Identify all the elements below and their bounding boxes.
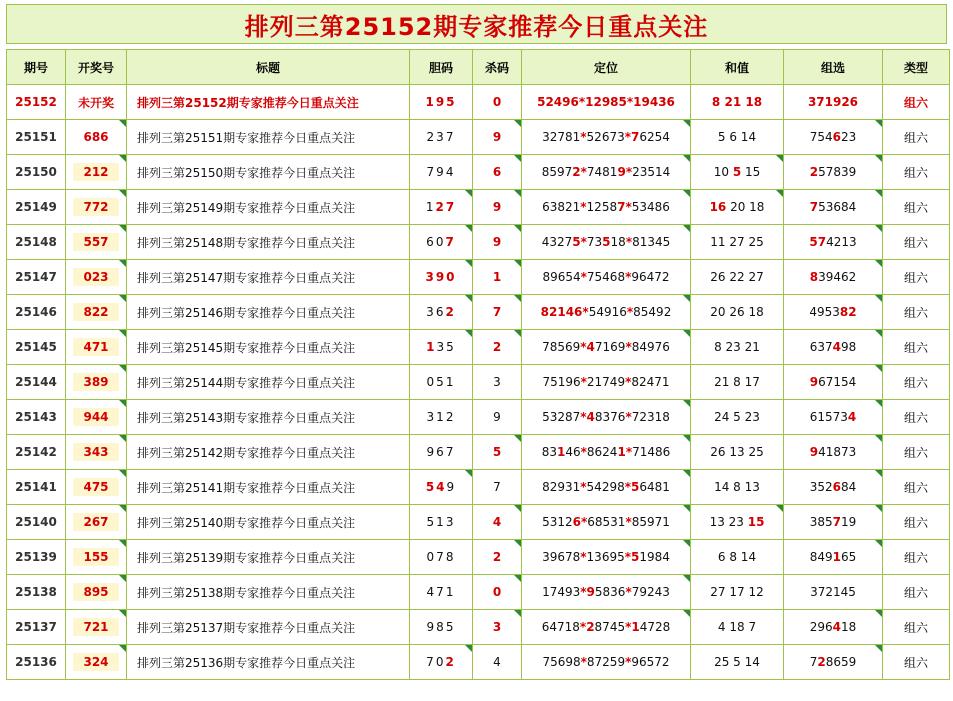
cell-ding: 82146*54916*85492 (522, 295, 691, 330)
cell-he: 10 5 15 (691, 155, 784, 190)
cell-open-number: 721 (66, 610, 127, 645)
column-header-ding: 定位 (522, 50, 691, 85)
column-header-type: 类型 (883, 50, 950, 85)
cell-zu: 296418 (784, 610, 883, 645)
cell-issue: 25138 (7, 575, 66, 610)
cell-sha: 4 (473, 505, 522, 540)
cell-open-number: 557 (66, 225, 127, 260)
cell-dan: 362 (410, 295, 473, 330)
cell-type: 组六 (883, 435, 950, 470)
cell-he: 8 21 18 (691, 85, 784, 120)
cell-he: 25 5 14 (691, 645, 784, 680)
cell-zu: 728659 (784, 645, 883, 680)
cell-zu: 574213 (784, 225, 883, 260)
cell-type: 组六 (883, 540, 950, 575)
cell-type: 组六 (883, 190, 950, 225)
cell-zu: 257839 (784, 155, 883, 190)
cell-zu: 352684 (784, 470, 883, 505)
table-row[interactable] (7, 400, 950, 435)
lottery-table (6, 49, 950, 680)
header-row (7, 50, 950, 85)
column-header-title: 标题 (127, 50, 410, 85)
cell-type: 组六 (883, 365, 950, 400)
cell-dan: 135 (410, 330, 473, 365)
cell-dan: 471 (410, 575, 473, 610)
cell-ding: 75698*87259*96572 (522, 645, 691, 680)
cell-zu: 495382 (784, 295, 883, 330)
cell-open-number: 未开奖 (66, 85, 127, 120)
cell-he: 26 13 25 (691, 435, 784, 470)
cell-he: 8 23 21 (691, 330, 784, 365)
cell-type: 组六 (883, 505, 950, 540)
cell-open-number: 822 (66, 295, 127, 330)
cell-open-number: 944 (66, 400, 127, 435)
cell-sha: 0 (473, 85, 522, 120)
cell-sha: 2 (473, 540, 522, 575)
cell-zu: 637498 (784, 330, 883, 365)
cell-open-number: 324 (66, 645, 127, 680)
cell-sha: 9 (473, 400, 522, 435)
cell-dan: 312 (410, 400, 473, 435)
cell-ding: 43275*73518*81345 (522, 225, 691, 260)
cell-issue: 25145 (7, 330, 66, 365)
cell-sha: 3 (473, 365, 522, 400)
cell-type: 组六 (883, 120, 950, 155)
cell-issue: 25143 (7, 400, 66, 435)
cell-type: 组六 (883, 85, 950, 120)
cell-open-number: 389 (66, 365, 127, 400)
cell-title[interactable]: 排列三第25148期专家推荐今日重点关注 (127, 225, 410, 260)
cell-title[interactable]: 排列三第25149期专家推荐今日重点关注 (127, 190, 410, 225)
cell-type: 组六 (883, 400, 950, 435)
cell-sha: 9 (473, 120, 522, 155)
cell-sha: 9 (473, 225, 522, 260)
cell-ding: 52496*12985*19436 (522, 85, 691, 120)
cell-ding: 53126*68531*85971 (522, 505, 691, 540)
cell-dan: 127 (410, 190, 473, 225)
cell-sha: 0 (473, 575, 522, 610)
cell-open-number: 155 (66, 540, 127, 575)
cell-title[interactable]: 排列三第25141期专家推荐今日重点关注 (127, 470, 410, 505)
cell-sha: 2 (473, 330, 522, 365)
cell-type: 组六 (883, 645, 950, 680)
cell-ding: 83146*86241*71486 (522, 435, 691, 470)
table-row[interactable] (7, 295, 950, 330)
cell-title[interactable]: 排列三第25144期专家推荐今日重点关注 (127, 365, 410, 400)
cell-ding: 53287*48376*72318 (522, 400, 691, 435)
cell-issue: 25136 (7, 645, 66, 680)
column-header-issue: 期号 (7, 50, 66, 85)
cell-open-number: 895 (66, 575, 127, 610)
cell-issue: 25144 (7, 365, 66, 400)
cell-title[interactable]: 排列三第25136期专家推荐今日重点关注 (127, 645, 410, 680)
cell-sha: 9 (473, 190, 522, 225)
cell-open-number: 686 (66, 120, 127, 155)
cell-type: 组六 (883, 225, 950, 260)
cell-title[interactable]: 排列三第25152期专家推荐今日重点关注 (127, 85, 410, 120)
cell-ding: 17493*95836*79243 (522, 575, 691, 610)
cell-zu: 753684 (784, 190, 883, 225)
table-row[interactable] (7, 85, 950, 120)
cell-issue: 25148 (7, 225, 66, 260)
cell-type: 组六 (883, 470, 950, 505)
column-header-open: 开奖号 (66, 50, 127, 85)
cell-dan: 607 (410, 225, 473, 260)
cell-ding: 89654*75468*96472 (522, 260, 691, 295)
cell-title[interactable]: 排列三第25151期专家推荐今日重点关注 (127, 120, 410, 155)
cell-sha: 7 (473, 470, 522, 505)
cell-issue: 25149 (7, 190, 66, 225)
cell-issue: 25147 (7, 260, 66, 295)
cell-he: 21 8 17 (691, 365, 784, 400)
cell-dan: 702 (410, 645, 473, 680)
cell-issue: 25137 (7, 610, 66, 645)
cell-he: 16 20 18 (691, 190, 784, 225)
cell-dan: 985 (410, 610, 473, 645)
cell-zu: 385719 (784, 505, 883, 540)
cell-dan: 549 (410, 470, 473, 505)
cell-ding: 63821*12587*53486 (522, 190, 691, 225)
cell-zu: 754623 (784, 120, 883, 155)
cell-ding: 75196*21749*82471 (522, 365, 691, 400)
cell-ding: 39678*13695*51984 (522, 540, 691, 575)
cell-zu: 615734 (784, 400, 883, 435)
cell-open-number: 267 (66, 505, 127, 540)
cell-sha: 6 (473, 155, 522, 190)
table-row[interactable] (7, 190, 950, 225)
table-row[interactable] (7, 610, 950, 645)
cell-dan: 237 (410, 120, 473, 155)
cell-sha: 1 (473, 260, 522, 295)
cell-type: 组六 (883, 610, 950, 645)
page-title-bar (6, 4, 947, 44)
cell-type: 组六 (883, 295, 950, 330)
cell-sha: 3 (473, 610, 522, 645)
cell-open-number: 471 (66, 330, 127, 365)
cell-ding: 82931*54298*56481 (522, 470, 691, 505)
cell-zu: 372145 (784, 575, 883, 610)
cell-zu: 967154 (784, 365, 883, 400)
cell-zu: 371926 (784, 85, 883, 120)
cell-dan: 794 (410, 155, 473, 190)
cell-he: 24 5 23 (691, 400, 784, 435)
cell-issue: 25151 (7, 120, 66, 155)
cell-he: 4 18 7 (691, 610, 784, 645)
table-body (7, 85, 950, 680)
table-row[interactable] (7, 645, 950, 680)
cell-title[interactable]: 排列三第25143期专家推荐今日重点关注 (127, 400, 410, 435)
cell-he: 27 17 12 (691, 575, 784, 610)
cell-ding: 64718*28745*14728 (522, 610, 691, 645)
table-row[interactable] (7, 575, 950, 610)
table-header (7, 50, 950, 85)
cell-issue: 25152 (7, 85, 66, 120)
cell-title[interactable]: 排列三第25142期专家推荐今日重点关注 (127, 435, 410, 470)
cell-title[interactable]: 排列三第25145期专家推荐今日重点关注 (127, 330, 410, 365)
cell-type: 组六 (883, 575, 950, 610)
cell-he: 6 8 14 (691, 540, 784, 575)
cell-dan: 051 (410, 365, 473, 400)
cell-title[interactable]: 排列三第25140期专家推荐今日重点关注 (127, 505, 410, 540)
cell-open-number: 475 (66, 470, 127, 505)
column-header-zu: 组选 (784, 50, 883, 85)
cell-dan: 195 (410, 85, 473, 120)
table-row[interactable] (7, 435, 950, 470)
cell-issue: 25139 (7, 540, 66, 575)
column-header-sha: 杀码 (473, 50, 522, 85)
table-row[interactable] (7, 505, 950, 540)
cell-he: 5 6 14 (691, 120, 784, 155)
cell-ding: 78569*47169*84976 (522, 330, 691, 365)
cell-ding: 85972*74819*23514 (522, 155, 691, 190)
cell-open-number: 343 (66, 435, 127, 470)
table-row[interactable] (7, 330, 950, 365)
cell-type: 组六 (883, 260, 950, 295)
cell-title[interactable]: 排列三第25138期专家推荐今日重点关注 (127, 575, 410, 610)
cell-open-number: 023 (66, 260, 127, 295)
cell-he: 13 23 15 (691, 505, 784, 540)
cell-sha: 7 (473, 295, 522, 330)
cell-title[interactable]: 排列三第25150期专家推荐今日重点关注 (127, 155, 410, 190)
cell-he: 26 22 27 (691, 260, 784, 295)
table-row[interactable] (7, 120, 950, 155)
cell-open-number: 772 (66, 190, 127, 225)
cell-title[interactable]: 排列三第25137期专家推荐今日重点关注 (127, 610, 410, 645)
cell-dan: 390 (410, 260, 473, 295)
cell-he: 20 26 18 (691, 295, 784, 330)
table-row[interactable] (7, 470, 950, 505)
cell-type: 组六 (883, 330, 950, 365)
cell-issue: 25150 (7, 155, 66, 190)
cell-title[interactable]: 排列三第25146期专家推荐今日重点关注 (127, 295, 410, 330)
table-row[interactable] (7, 365, 950, 400)
cell-issue: 25141 (7, 470, 66, 505)
cell-sha: 4 (473, 645, 522, 680)
cell-dan: 078 (410, 540, 473, 575)
cell-zu: 941873 (784, 435, 883, 470)
cell-ding: 32781*52673*76254 (522, 120, 691, 155)
page-title: 排列三第25152期专家推荐今日重点关注 (244, 12, 709, 41)
cell-zu: 849165 (784, 540, 883, 575)
cell-sha: 5 (473, 435, 522, 470)
table-row[interactable] (7, 260, 950, 295)
cell-issue: 25142 (7, 435, 66, 470)
table-row[interactable] (7, 225, 950, 260)
cell-dan: 967 (410, 435, 473, 470)
cell-issue: 25146 (7, 295, 66, 330)
table-row[interactable] (7, 540, 950, 575)
cell-he: 11 27 25 (691, 225, 784, 260)
cell-dan: 513 (410, 505, 473, 540)
cell-title[interactable]: 排列三第25147期专家推荐今日重点关注 (127, 260, 410, 295)
cell-title[interactable]: 排列三第25139期专家推荐今日重点关注 (127, 540, 410, 575)
cell-issue: 25140 (7, 505, 66, 540)
column-header-dan: 胆码 (410, 50, 473, 85)
cell-zu: 839462 (784, 260, 883, 295)
column-header-he: 和值 (691, 50, 784, 85)
table-row[interactable] (7, 155, 950, 190)
cell-he: 14 8 13 (691, 470, 784, 505)
cell-type: 组六 (883, 155, 950, 190)
cell-open-number: 212 (66, 155, 127, 190)
